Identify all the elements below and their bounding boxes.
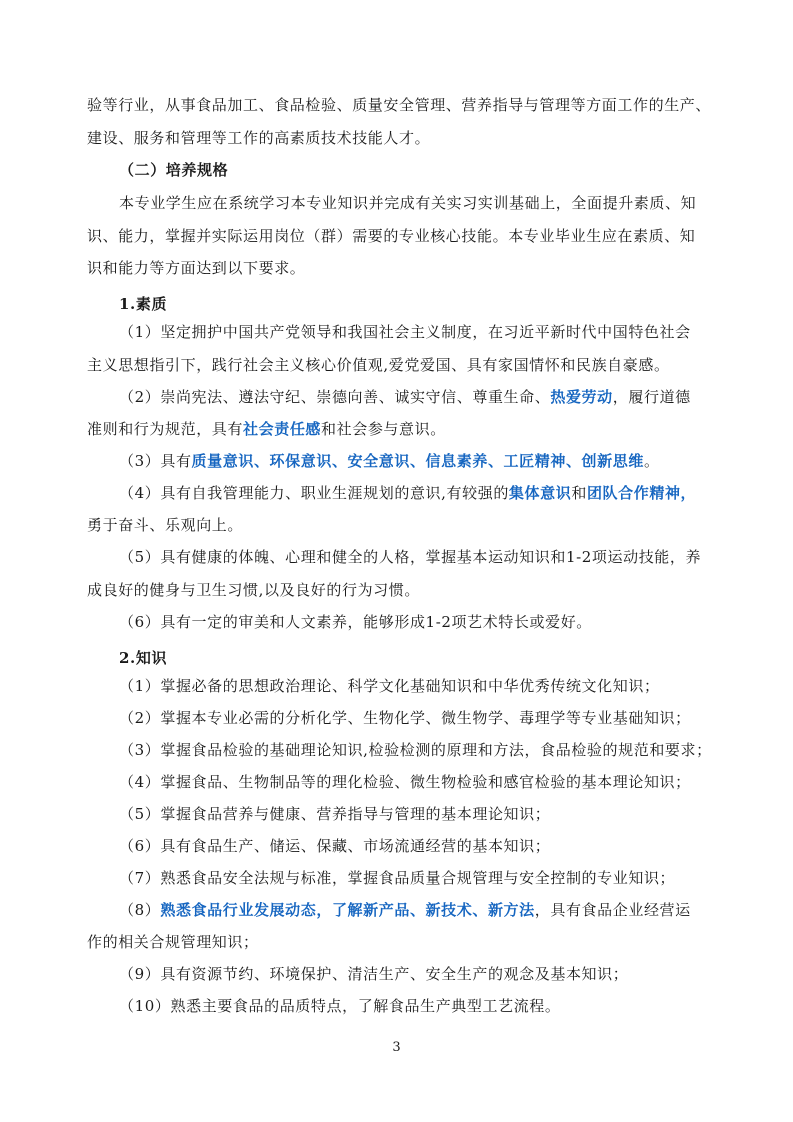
quality-heading: 1.素质 — [119, 295, 168, 313]
quality-item-2-line-1 — [119, 387, 707, 407]
text-segment: ，具有食品企业经营运 — [534, 901, 691, 919]
section-para-line-3: 识和能力等方面达到以下要求。 — [87, 259, 306, 277]
section-para-line-2: 识、能力，掌握并实际运用岗位（群）需要的专业核心技能。本专业毕业生应在素质、知 — [87, 227, 696, 245]
quality-item-5-line-2: 成良好的健身与卫生习惯,以及良好的行为习惯。 — [87, 581, 420, 599]
page-number: 3 — [392, 1040, 401, 1055]
knowledge-item-8-line-2: 作的相关合规管理知识； — [87, 933, 259, 951]
section-para-line-1: 本专业学生应在系统学习本专业知识并完成有关实习实训基础上，全面提升素质、知 — [119, 194, 697, 212]
text-segment: ，履行道德 — [612, 388, 691, 406]
knowledge-item-4: （4）掌握食品、生物制品等的理化检验、微生物检验和感官检验的基本理论知识； — [119, 773, 691, 791]
highlight-text: 社会责任感 — [243, 420, 322, 438]
knowledge-item-2: （2）掌握本专业必需的分析化学、生物化学、微生物学、毒理学等专业基础知识； — [119, 709, 691, 727]
quality-item-1-line-1: （1）坚定拥护中国共产党领导和我国社会主义制度，在习近平新时代中国特色社会 — [119, 323, 691, 341]
highlight-text: 质量意识、环保意识、安全意识、信息素养、工匠精神、创新思维 — [191, 452, 644, 470]
quality-item-2-line-2 — [87, 419, 707, 439]
highlight-text: 集体意识 — [508, 484, 572, 502]
knowledge-item-1: （1）掌握必备的思想政治理论、科学文化基础知识和中华优秀传统文化知识； — [119, 677, 660, 695]
knowledge-item-6: （6）具有食品生产、储运、保藏、市场流通经营的基本知识； — [119, 837, 551, 855]
text-segment: 。 — [643, 452, 660, 470]
intro-line-1: 验等行业，从事食品加工、食品检验、质量安全管理、营养指导与管理等方面工作的生产、 — [87, 96, 712, 114]
text-segment: （3）具有 — [119, 452, 192, 470]
highlight-text: 团队合作精神 — [586, 484, 681, 502]
text-segment: （4）具有自我管理能力、职业生涯规划的意识,有较强的 — [119, 484, 509, 502]
quality-item-6: （6）具有一定的审美和人文素养，能够形成1-2项艺术特长或爱好。 — [119, 613, 592, 631]
quality-item-4-line-1 — [119, 483, 707, 503]
knowledge-item-3: （3）掌握食品检验的基础理论知识,检验检测的原理和方法，食品检验的规范和要求； — [119, 741, 712, 759]
quality-item-4-line-2: 勇于奋斗、乐观向上。 — [87, 516, 244, 534]
knowledge-item-9: （9）具有资源节约、环境保护、清洁生产、安全生产的观念及基本知识； — [119, 965, 629, 983]
highlight-text: ， — [680, 484, 697, 502]
quality-item-5-line-1: （5）具有健康的体魄、心理和健全的人格，掌握基本运动知识和1-2项运动技能，养 — [119, 548, 702, 566]
highlight-text: 热爱劳动 — [550, 388, 613, 406]
text-segment: （2）崇尚宪法、遵法守纪、崇德向善、诚实守信、尊重生命、 — [119, 388, 551, 406]
knowledge-item-10: （10）熟悉主要食品的品质特点，了解食品生产典型工艺流程。 — [119, 997, 561, 1015]
text-segment: 和社会参与意识。 — [321, 420, 446, 438]
knowledge-heading: 2.知识 — [119, 649, 168, 667]
section-heading: （二）培养规格 — [119, 161, 229, 179]
highlight-text: 熟悉食品行业发展动态，了解新产品、新技术、新方法 — [160, 901, 535, 919]
text-segment: 和 — [571, 484, 587, 502]
knowledge-item-7: （7）熟悉食品安全法规与标准，掌握食品质量合规管理与安全控制的专业知识； — [119, 869, 676, 887]
intro-line-2: 建设、服务和管理等工作的高素质技术技能人才。 — [87, 129, 431, 147]
knowledge-item-8-line-1 — [119, 900, 707, 920]
quality-item-3 — [119, 451, 707, 471]
knowledge-item-5: （5）掌握食品营养与健康、营养指导与管理的基本理论知识； — [119, 805, 551, 823]
text-segment: （8） — [119, 901, 161, 919]
text-segment: 准则和行为规范，具有 — [87, 420, 244, 438]
quality-item-1-line-2: 主义思想指引下，践行社会主义核心价值观,爱党爱国、具有家国情怀和民族自豪感。 — [87, 356, 670, 374]
